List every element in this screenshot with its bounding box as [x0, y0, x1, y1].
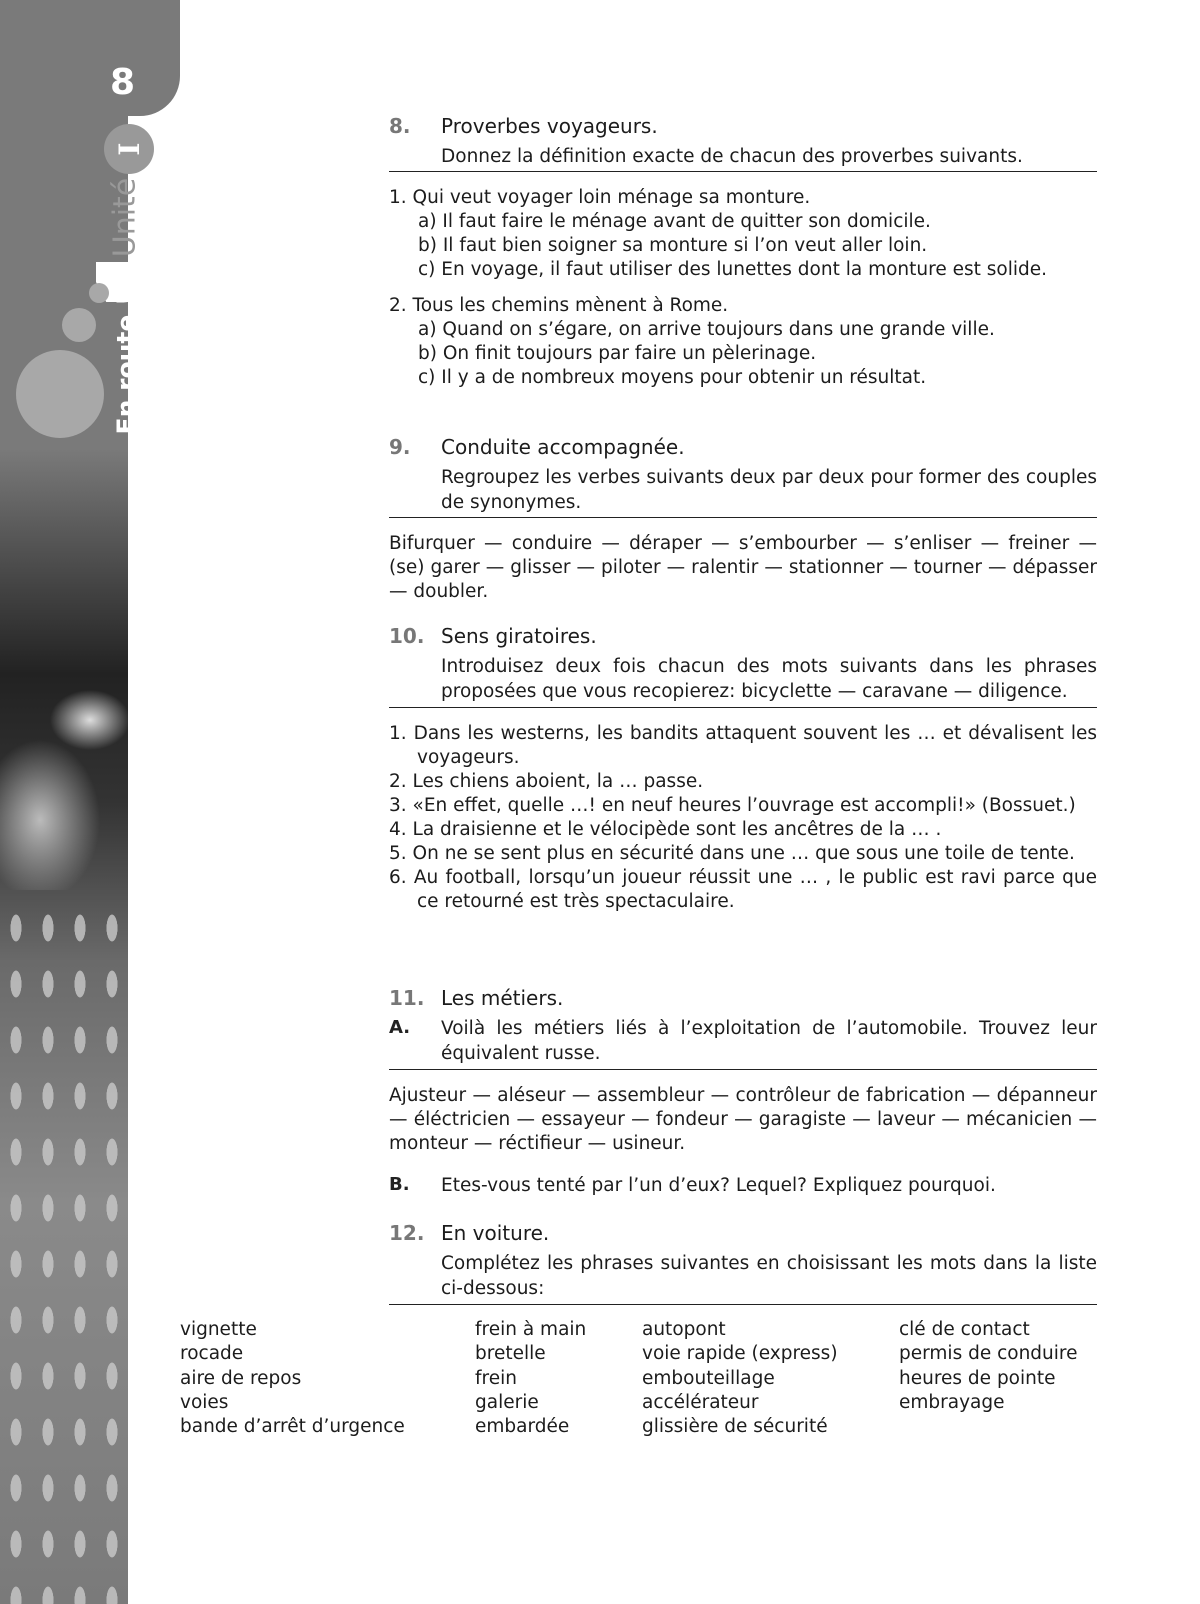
cyclist-photo [0, 690, 128, 890]
vocab-word: vignette [180, 1319, 257, 1340]
dot-pattern [0, 900, 128, 1604]
divider [389, 707, 1097, 708]
exercise-number: 8. [389, 114, 411, 138]
exercise-title: Conduite accompagnée. [441, 435, 685, 459]
exercise-instruction: Introduisez deux fois chacun des mots suivants dans les phrases proposées que vous recopierez: bicyclette — caravane — diligence. [441, 656, 1097, 702]
exercise-8-items [389, 186, 1097, 390]
exercise-number: 12. [389, 1221, 425, 1245]
vocab-word: rocade [180, 1343, 244, 1365]
bubble-decoration [62, 308, 96, 342]
vocab-column [899, 1318, 1078, 1415]
vocab-word: voie rapide (express) [642, 1343, 838, 1365]
vocab-word: heures de pointe [899, 1367, 1056, 1389]
vocab-word: accélérateur [642, 1391, 759, 1413]
proverb: 2. Tous les chemins mènent à Rome. [389, 295, 729, 316]
sentence: 3. «En effet, quelle …! en neuf heures l’ouvrage est accompli!» (Bossuet.) [389, 795, 1076, 816]
vocab-word: glissière de sécurité [642, 1416, 828, 1438]
vocab-word: bande d’arrêt d’urgence [180, 1416, 405, 1438]
page-number: 8 [110, 62, 136, 103]
option: c) Il y a de nombreux moyens pour obtenir un résultat. [418, 367, 927, 388]
exercise-instruction: Voilà les métiers liés à l’exploitation de l’automobile. Trouvez leur équivalent russe. [441, 1018, 1097, 1064]
sentence: 1. Dans les westerns, les bandits attaquent souvent les … et dévalisent les voyageurs. [389, 723, 1097, 768]
part-label: A. [389, 1017, 411, 1038]
exercise-question: Etes-vous tenté par l’un d’eux? Lequel? Expliquez pourquoi. [441, 1175, 996, 1196]
option: a) Quand on s’égare, on arrive toujours dans une grande ville. [418, 319, 995, 340]
sentence: 4. La draisienne et le vélocipède sont les ancêtres de la … . [389, 819, 942, 840]
bubble-decoration [16, 350, 104, 438]
option: b) Il faut bien soigner sa monture si l’on veut aller loin. [418, 235, 928, 256]
vocab-word: galerie [475, 1391, 539, 1413]
unit-label: Unité [107, 177, 143, 258]
exercise-number: 11. [389, 986, 425, 1010]
vocab-word: aire de repos [180, 1367, 302, 1389]
vocab-column [180, 1318, 405, 1439]
exercise-title: Les métiers. [441, 986, 564, 1010]
exercise-instruction: Donnez la définition exacte de chacun des proverbes suivants. [441, 146, 1023, 167]
vocab-word: voies [180, 1391, 229, 1413]
option: b) On finit toujours par faire un pèlerinage. [418, 343, 817, 364]
vocab-word: permis de conduire [899, 1343, 1078, 1365]
exercise-title: Sens giratoires. [441, 624, 597, 648]
vocab-word: frein [475, 1367, 517, 1389]
exercise-title: En voiture. [441, 1221, 550, 1245]
part-label: B. [389, 1174, 410, 1195]
divider [389, 1304, 1097, 1305]
vocab-word: autopont [642, 1319, 726, 1340]
exercise-title: Proverbes voyageurs. [441, 114, 658, 138]
option: c) En voyage, il faut utiliser des lunettes dont la monture est solide. [418, 259, 1047, 280]
vocab-word: embrayage [899, 1391, 1005, 1413]
page-tab [0, 0, 180, 116]
vocab-word: embardée [475, 1416, 570, 1438]
sentence: 2. Les chiens aboient, la … passe. [389, 771, 704, 792]
vocab-column [475, 1318, 586, 1439]
vocab-word: embouteillage [642, 1367, 775, 1389]
verb-list: Bifurquer — conduire — déraper — s’embourber — s’enliser — freiner — (se) garer — glisser — piloter — ralentir — stationner — tourner — dépasser — doubler. [389, 533, 1097, 602]
unit-number-badge: I [104, 124, 154, 174]
proverb: 1. Qui veut voyager loin ménage sa monture. [389, 187, 811, 208]
vocab-word: frein à main [475, 1319, 587, 1340]
bubble-decoration [89, 283, 109, 303]
exercise-instruction: Complétez les phrases suivantes en choisissant les mots dans la liste ci-dessous: [441, 1253, 1097, 1299]
exercise-number: 10. [389, 624, 425, 648]
exercise-instruction: Regroupez les verbes suivants deux par deux pour former des couples de synonymes. [441, 467, 1097, 513]
option: a) Il faut faire le ménage avant de quitter son domicile. [418, 211, 931, 232]
exercise-10-items [389, 722, 1097, 914]
vocab-column [642, 1318, 838, 1439]
exercise-number: 9. [389, 435, 411, 459]
vocab-word: bretelle [475, 1343, 546, 1365]
sentence: 6. Au football, lorsqu’un joueur réussit une … , le public est ravi parce que ce retourné est très spectaculaire. [389, 867, 1097, 912]
divider [389, 171, 1097, 172]
sentence: 5. On ne se sent plus en sécurité dans une … que sous une toile de tente. [389, 843, 1075, 864]
divider [389, 517, 1097, 518]
section-title: En route ! [111, 294, 141, 435]
job-list: Ajusteur — aléseur — assembleur — contrôleur de fabrication — dépanneur — éléctricien — essayeur — fondeur — garagiste — laveur — mécanicien — monteur — réctifieur — usineur. [389, 1085, 1097, 1154]
divider [389, 1069, 1097, 1070]
vocab-word: clé de contact [899, 1319, 1030, 1340]
